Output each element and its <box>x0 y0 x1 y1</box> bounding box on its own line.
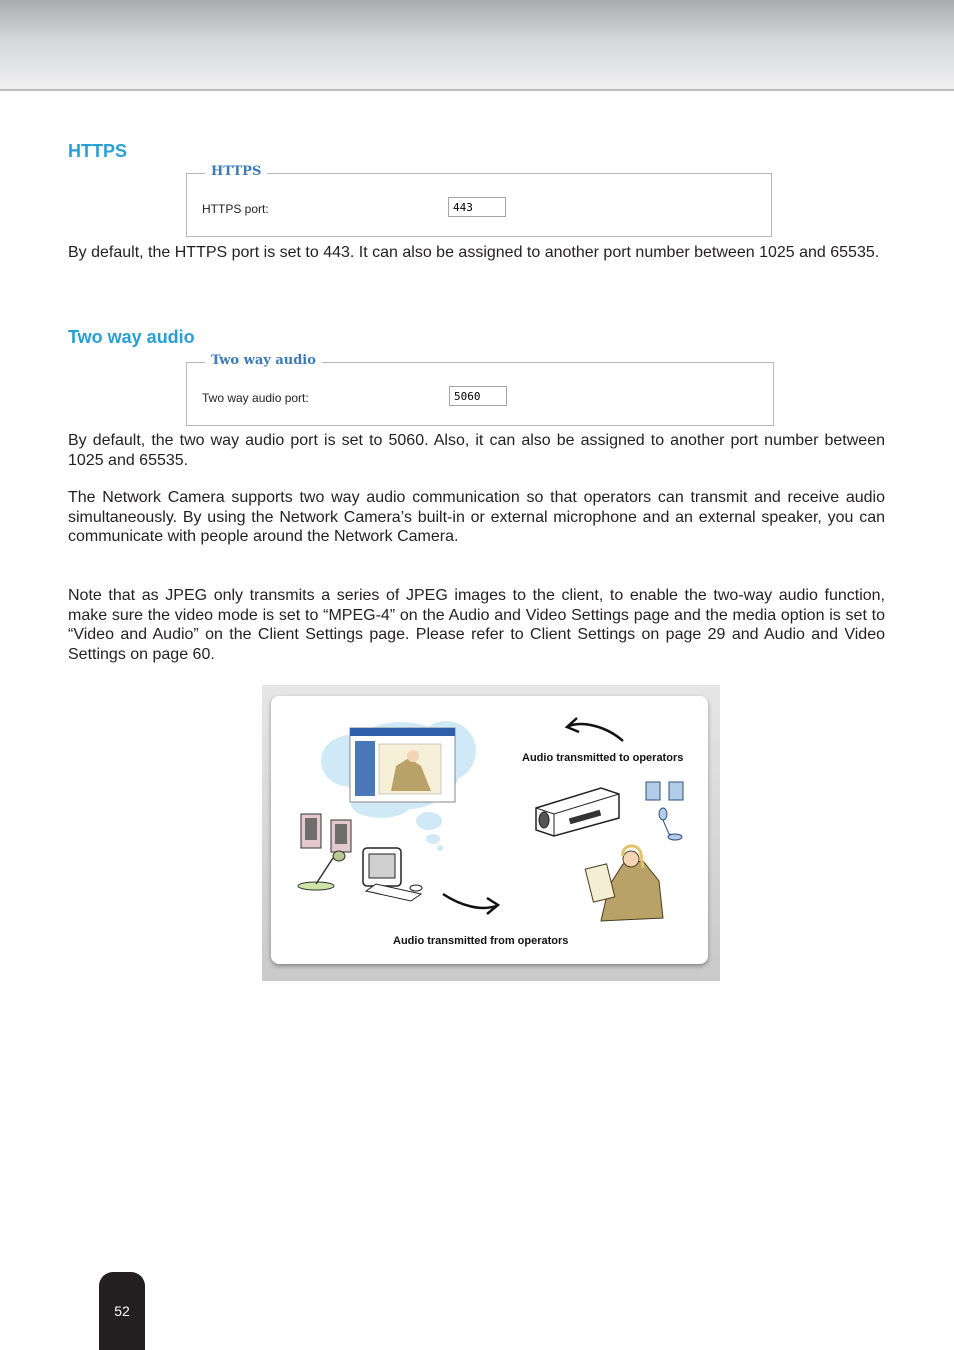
audio-description: By default, the two way audio port is set to 5060. Also, it can also be assigned to another port number between 1025 and 65535. <box>68 432 885 469</box>
arrow-from-operators-icon <box>443 894 496 908</box>
two-way-audio-illustration <box>262 685 720 981</box>
audio-panel-legend: Two way audio <box>205 353 322 368</box>
caption-audio-to-operators: Audio transmitted to operators <box>522 752 684 764</box>
https-port-input[interactable] <box>448 197 506 217</box>
audio-port-input[interactable] <box>449 386 507 406</box>
speakers-icon <box>301 814 351 852</box>
page-number: 52 <box>114 1303 130 1319</box>
external-microphone-icon <box>659 808 682 840</box>
page-header-band <box>0 0 954 90</box>
browser-window-icon <box>350 728 455 802</box>
https-port-label: HTTPS port: <box>202 202 269 216</box>
network-camera-icon <box>536 788 619 836</box>
jpeg-note-paragraph: Note that as JPEG only transmits a series of JPEG images to the client, to enable the two-way audio function, make sure the video mode is set to “MPEG-4” on the Audio and Video Settings page and the media option is set to “Video and Audio” on the Client Settings page. Please refer to Client Settings on page 29 and Audio and Video Settings on page 60. <box>68 587 885 663</box>
two-way-audio-paragraph: The Network Camera supports two way audio communication so that operators can transmit and receive audio simultaneously. By using the Network Camera’s built-in or external microphone and an external speaker, you can communicate with people around the Network Camera. <box>68 489 885 545</box>
page-header-rule <box>0 89 954 91</box>
arrow-to-operators-icon <box>569 724 623 741</box>
audio-port-label: Two way audio port: <box>202 391 309 405</box>
illustration-card <box>271 696 708 964</box>
audio-settings-panel <box>186 353 774 426</box>
illustration-drawing <box>271 696 708 964</box>
reading-person-icon <box>585 846 663 921</box>
external-speakers-icon <box>646 782 683 800</box>
https-description: By default, the HTTPS port is set to 443. It can also be assigned to another port number between 1025 and 65535. <box>68 244 880 261</box>
caption-audio-from-operators: Audio transmitted from operators <box>393 935 569 947</box>
desktop-computer-icon <box>363 848 422 901</box>
https-settings-panel <box>186 164 772 237</box>
page-number-tab <box>99 1272 145 1350</box>
https-panel-legend: HTTPS <box>205 164 267 179</box>
desktop-microphone-icon <box>298 851 345 890</box>
audio-section-title: Two way audio <box>68 327 195 347</box>
https-section-title: HTTPS <box>68 141 128 161</box>
